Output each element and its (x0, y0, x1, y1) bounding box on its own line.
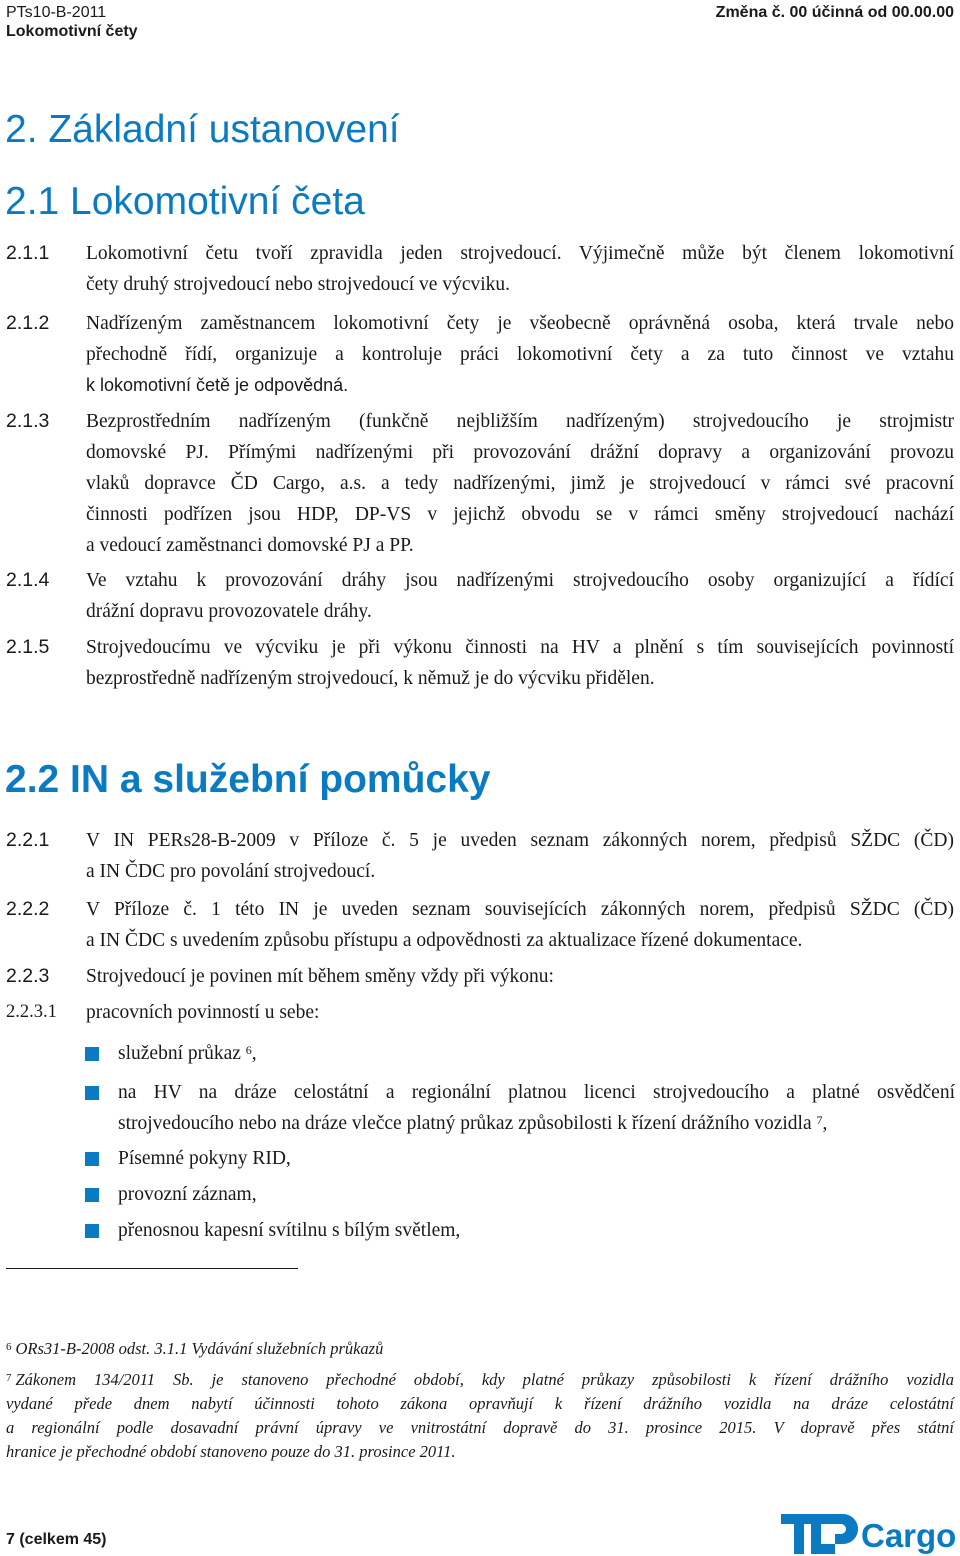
bullet-list (85, 1038, 955, 1246)
paragraph-2-1-3 (6, 406, 954, 561)
paragraph-2-1-4 (6, 565, 954, 627)
chapter-heading: 2. Základní ustanovení (5, 108, 400, 151)
bullet-text (118, 1108, 955, 1139)
footnote-6 (6, 1337, 954, 1361)
text-line: Lokomotivní četu tvoří zpravidla jeden strojvedoucí. Výjimečně může být členem lokomotivní (86, 243, 954, 264)
text-line: Ve vztahu k provozování dráhy jsou nadřízenými strojvedoucího osoby organizující a řídící (86, 570, 954, 591)
paragraph-text (86, 894, 954, 956)
text-line: pracovních povinností u sebe: (86, 1002, 320, 1023)
paragraph-text (86, 238, 954, 300)
footnote-text: ORs31-B-2008 odst. 3.1.1 Vydávání služebních průkazů (15, 1339, 384, 1358)
bullet-item (85, 1077, 955, 1139)
text-line: a vedoucí zaměstnanci domovské PJ a PP. (86, 535, 414, 556)
header-right (716, 3, 954, 22)
footnote-text: Zákonem 134/2011 Sb. je stanoveno přechodné období, kdy platné průkazy způsobilosti k řízení drážního vozidla (15, 1370, 954, 1389)
text-line: čety druhý strojvedoucí nebo strojvedoucí ve výcviku. (86, 274, 511, 295)
bullet-line: na HV na dráze celostátní a regionální platnou licenci strojvedoucího a platné osvědčení (118, 1082, 955, 1103)
paragraph-2-2-3 (6, 961, 954, 992)
text-line: činnosti podřízen jsou HDP, DP-VS v jejichž obvodu se v rámci směny strojvedoucí nachází (86, 504, 954, 525)
paragraph-text (86, 308, 954, 401)
text-line: domovské PJ. Přímými nadřízenými při provozování drážní dopravy a organizování provozu (86, 442, 954, 463)
bullet-square-icon (85, 1188, 99, 1202)
text-line: a IN ČDC pro povolání strojvedoucí. (86, 861, 376, 882)
paragraph-text (86, 565, 954, 627)
paragraph-2-1-5 (6, 632, 954, 694)
bullet-item (85, 1179, 955, 1210)
text-line: V IN PERs28-B-2009 v Příloze č. 5 je uveden seznam zákonných norem, předpisů SŽDC (ČD) (86, 830, 954, 851)
paragraph-text (86, 406, 954, 561)
text-line: Bezprostředním nadřízeným (funkčně nejbližším nadřízeným) strojvedoucího je strojmistr (86, 411, 954, 432)
bullet-line: strojvedoucího nebo na dráze vlečce platný průkaz způsobilosti k řízení drážního vozidla (118, 1113, 812, 1134)
page-number: 7 (celkem 45) (6, 1531, 107, 1548)
bullet-square-icon (85, 1152, 99, 1166)
footnote-7 (6, 1368, 954, 1464)
cd-cargo-logo (781, 1514, 956, 1554)
text-line: Strojvedoucímu ve výcviku je při výkonu činnosti na HV a plnění s tím souvisejících povinností (86, 637, 954, 658)
text-line: přechodně řídí, organizuje a kontroluje práci lokomotivní čety a za tuto činnost ve vztahu (86, 344, 954, 365)
paragraph-text (86, 997, 954, 1028)
text-line: drážní dopravu provozovatele dráhy. (86, 601, 372, 622)
paragraph-number: 2.1.2 (6, 312, 50, 334)
bullet-line: provozní záznam, (118, 1184, 257, 1205)
paragraph-text (86, 825, 954, 887)
footnote-ref: 7 (816, 1113, 823, 1127)
footnote-line (6, 1337, 954, 1361)
text-line: k lokomotivní četě je odpovědná. (86, 375, 349, 395)
paragraph-text (86, 961, 954, 992)
paragraph-number: 2.2.1 (6, 829, 50, 851)
paragraph-number: 2.2.2 (6, 898, 50, 920)
footnote-line: a regionální podle dosavadní právní úpravy ve vnitrostátní dopravě do 31. prosince 2015. V dopravě přes státní (6, 1418, 954, 1437)
section-heading-2-1: 2.1 Lokomotivní četa (5, 180, 365, 223)
paragraph-2-2-2 (6, 894, 954, 956)
footnote-line: vydané přede dnem nabytí účinnosti tohoto zákona opravňují k řízení drážního vozidla na dráze celostátní (6, 1394, 954, 1413)
bullet-line: Písemné pokyny RID, (118, 1148, 291, 1169)
bullet-text (118, 1038, 955, 1069)
footnote-number: 6 (6, 1341, 12, 1353)
paragraph-2-2-1 (6, 825, 954, 887)
paragraph-number: 2.1.1 (6, 242, 50, 264)
text-line: Nadřízeným zaměstnancem lokomotivní čety je všeobecně oprávněná osoba, která trvale nebo (86, 313, 954, 334)
footnote-ref: 6 (245, 1043, 252, 1057)
bullet-line: služební průkaz (118, 1043, 241, 1064)
doc-title: Lokomotivní čety (6, 23, 138, 40)
bullet-tail: , (822, 1113, 828, 1134)
header-left (6, 3, 138, 41)
bullet-tail: , (251, 1043, 257, 1064)
footnote-line: hranice je přechodné období stanoveno pouze do 31. prosince 2011. (6, 1442, 456, 1461)
paragraph-2-1-1 (6, 238, 954, 300)
paragraph-text (86, 632, 954, 694)
text-line: Strojvedoucí je povinen mít během směny vždy při výkonu: (86, 966, 554, 987)
text-line: V Příloze č. 1 této IN je uveden seznam souvisejících zákonných norem, předpisů SŽDC (ČD) (86, 899, 954, 920)
bullet-item (85, 1143, 955, 1174)
footnote-line (6, 1368, 954, 1392)
bullet-item (85, 1215, 955, 1246)
paragraph-number: 2.2.3.1 (6, 1002, 57, 1022)
section-heading-2-2: 2.2 IN a služební pomůcky (5, 758, 491, 801)
bullet-square-icon (85, 1047, 99, 1061)
bullet-item (85, 1038, 955, 1069)
logo-text: Cargo (861, 1517, 956, 1554)
bullet-line: přenosnou kapesní svítilnu s bílým světlem, (118, 1220, 461, 1241)
paragraph-number: 2.1.4 (6, 569, 50, 591)
paragraph-2-1-2 (6, 308, 954, 401)
bullet-square-icon (85, 1086, 99, 1100)
text-line: vlaků dopravce ČD Cargo, a.s. a tedy nadřízenými, jimž je strojvedoucí v rámci své pracovní (86, 473, 954, 494)
paragraph-number: 2.1.3 (6, 410, 50, 432)
cd-emblem-icon (781, 1514, 858, 1554)
change-note: Změna č. 00 účinná od 00.00.00 (715, 4, 954, 21)
footnote-separator (6, 1268, 298, 1269)
bullet-square-icon (85, 1224, 99, 1238)
paragraph-number: 2.2.3 (6, 965, 50, 987)
text-line: bezprostředně nadřízeným strojvedoucí, k němuž je do výcviku přidělen. (86, 668, 655, 689)
paragraph-number: 2.1.5 (6, 636, 50, 658)
doc-code: PTs10-B-2011 (6, 4, 107, 21)
text-line: a IN ČDC s uvedením způsobu přístupu a odpovědnosti za aktualizace řízené dokumentace. (86, 930, 803, 951)
paragraph-2-2-3-1 (6, 997, 954, 1028)
footnote-number: 7 (6, 1372, 12, 1384)
